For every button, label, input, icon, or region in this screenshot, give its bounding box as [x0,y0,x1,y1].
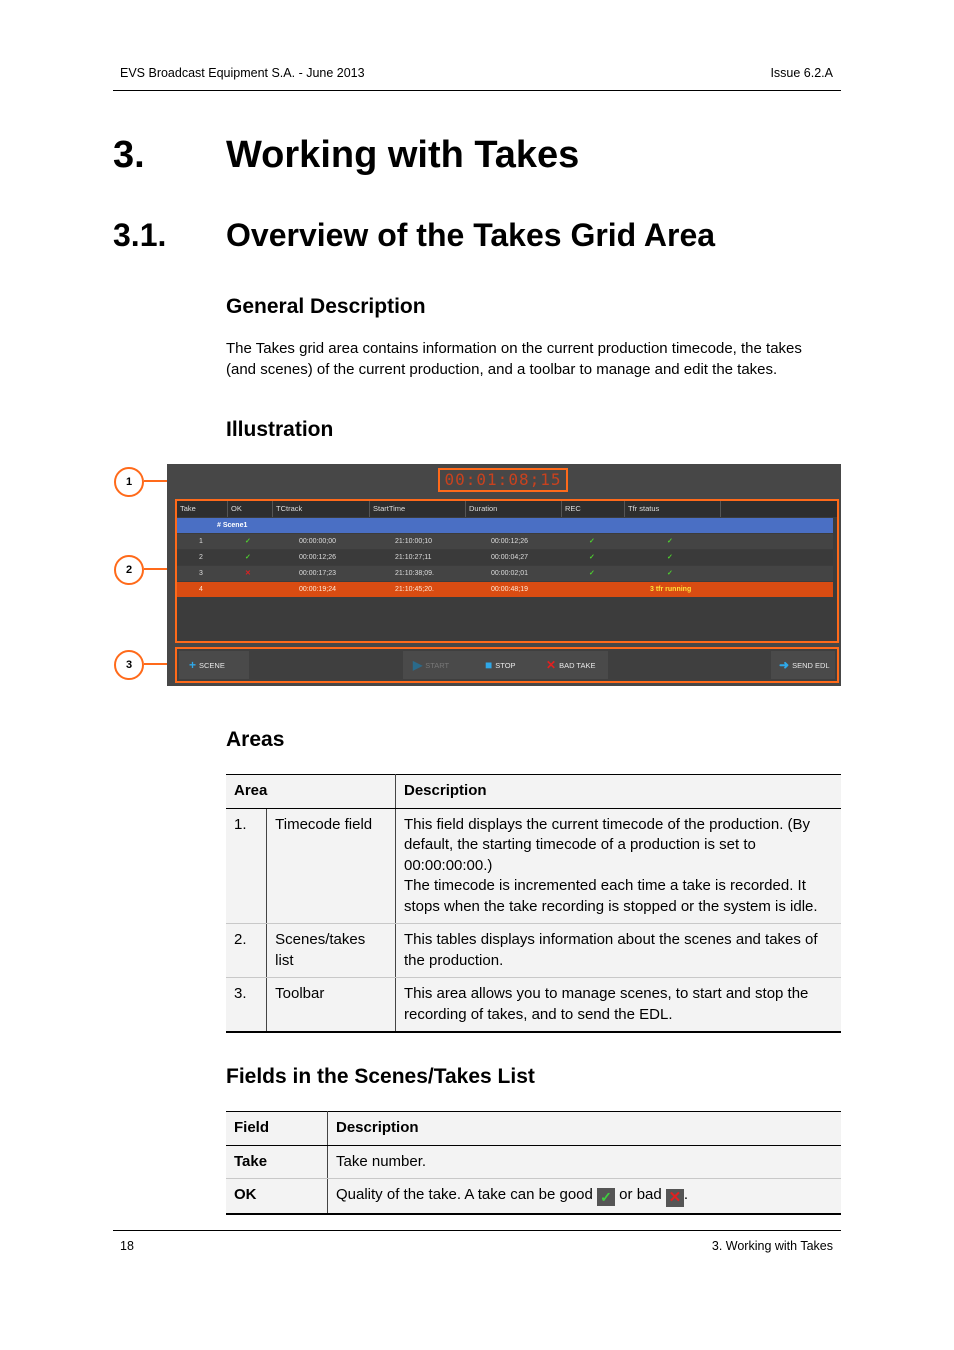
fields-col-field: Field [226,1112,328,1146]
footer-chapter: 3. Working with Takes [711,1239,833,1253]
callout-1: 1 [114,467,144,497]
table-row-selected[interactable] [177,582,833,597]
col-duration[interactable]: Duration [465,501,497,517]
rec-check-icon: ✓ [589,570,595,577]
area-name: Toolbar [267,978,396,1033]
col-take[interactable]: Take [180,504,196,513]
tfr-status-text: 3 tfr running [650,586,692,593]
take-number: 3 [199,570,203,577]
page-number: 18 [120,1239,134,1253]
fields-table [226,1111,841,1215]
area-description: This area allows you to manage scenes, to start and stop the recording of takes, and to send the EDL. [396,978,842,1033]
cross-icon: ✕ [546,658,557,672]
col-starttime[interactable]: StartTime [369,501,405,517]
bad-cross-icon: ✕ [666,1189,684,1207]
toolbar [175,647,839,683]
area-name: Timecode field [267,808,396,924]
table-row[interactable] [177,550,833,565]
start-time: 21:10:27;11 [395,554,432,561]
areas-col-desc: Description [396,775,842,809]
footer-rule [113,1230,841,1231]
rec-check-icon: ✓ [589,538,595,545]
play-icon: ▶ [413,658,423,672]
general-text: The Takes grid area contains information on the current production timecode, the takes (and scenes) of the current production, and a toolbar to manage and edit the takes. [226,340,802,378]
table-row [226,924,841,978]
callout-3: 3 [114,650,144,680]
field-description: Quality of the take. A take can be good ✓ or bad ✕ . [328,1179,842,1215]
header-rule [113,90,841,91]
take-number: 2 [199,554,203,561]
table-row [226,808,841,924]
bad-cross-icon: ✕ [245,570,251,577]
areas-heading: Areas [226,728,285,751]
add-scene-button[interactable]: + SCENE [179,651,249,679]
areas-col-area: Area [226,775,396,809]
callout-1-line [144,480,168,482]
grid-header [177,501,837,517]
area-number: 2. [226,924,267,978]
scene-label: # Scene1 [217,522,248,529]
table-row [226,1179,841,1215]
ok-check-icon: ✓ [245,554,251,561]
duration: 00:00:48;19 [491,586,528,593]
start-time: 21:10:45;20. [395,586,434,593]
header-right: Issue 6.2.A [770,66,833,80]
area-name: Scenes/takes list [267,924,396,978]
table-row[interactable] [177,534,833,549]
illustration-heading: Illustration [226,418,334,441]
col-extra [720,501,724,517]
arrow-right-icon: ➜ [779,658,790,672]
tc-track: 00:00:00;00 [299,538,336,545]
plus-icon: + [189,658,197,672]
duration: 00:00:12;26 [491,538,528,545]
section-number: 3.1. [113,217,167,253]
col-ok[interactable]: OK [227,501,242,517]
chapter-title: Working with Takes [226,134,580,176]
takes-grid-screenshot [167,464,841,686]
tfr-check-icon: ✓ [667,554,673,561]
table-row [226,978,841,1033]
stop-icon: ■ [485,658,493,672]
start-time: 21:10:38;09. [395,570,434,577]
duration: 00:00:02;01 [491,570,528,577]
area-description: This field displays the current timecode of the production. (By default, the starting timecode of a production is set to 00:00:00:00.) The timecode is incremented each time a take is recorded. It stops when the take recording is stopped or the system is idle. [396,808,842,924]
chapter-number: 3. [113,134,145,176]
stop-button[interactable]: ■ STOP [471,651,543,679]
scene-row[interactable] [177,518,833,533]
scenes-takes-list [175,499,839,643]
col-tfr-status[interactable]: Tfr status [624,501,659,517]
field-description: Take number. [328,1145,842,1179]
fields-col-desc: Description [328,1112,842,1146]
col-rec[interactable]: REC [561,501,581,517]
tc-track: 00:00:12;26 [299,554,336,561]
tfr-check-icon: ✓ [667,538,673,545]
tc-track: 00:00:19;24 [299,586,336,593]
field-name: OK [226,1179,328,1215]
rec-check-icon: ✓ [589,554,595,561]
fields-heading: Fields in the Scenes/Takes List [226,1065,535,1088]
callout-2: 2 [114,555,144,585]
area-number: 1. [226,808,267,924]
take-number: 4 [199,586,203,593]
header-left: EVS Broadcast Equipment S.A. - June 2013 [120,66,365,80]
bad-take-button[interactable]: ✕ BAD TAKE [540,651,608,679]
field-name: Take [226,1145,328,1179]
tc-track: 00:00:17;23 [299,570,336,577]
duration: 00:00:04;27 [491,554,528,561]
table-row [226,1145,841,1179]
good-check-icon: ✓ [597,1188,615,1206]
tfr-check-icon: ✓ [667,570,673,577]
start-time: 21:10:00;10 [395,538,432,545]
ok-check-icon: ✓ [245,538,251,545]
send-edl-button[interactable]: ➜ SEND EDL [771,651,835,679]
area-number: 3. [226,978,267,1033]
areas-table [226,774,841,1033]
section-title: Overview of the Takes Grid Area [226,217,716,253]
general-heading: General Description [226,295,426,318]
col-tctrack[interactable]: TCtrack [272,501,302,517]
area-description: This tables displays information about the scenes and takes of the production. [396,924,842,978]
timecode-field: 00:01:08;15 [438,468,568,492]
take-number: 1 [199,538,203,545]
start-button[interactable]: ▶ START [403,651,471,679]
table-row[interactable] [177,566,833,581]
